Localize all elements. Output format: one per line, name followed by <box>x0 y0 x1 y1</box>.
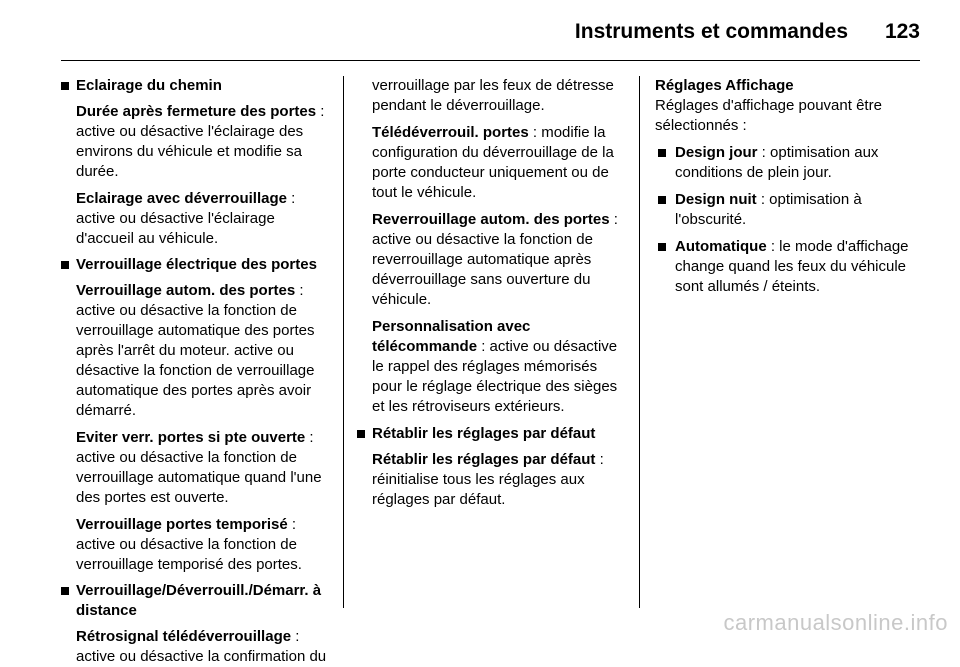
square-bullet-icon <box>61 82 69 90</box>
entry-text: : active ou désactive la fonction de reverrouillage automatique après déverrouillage sans ouverture du véhicule. <box>372 211 618 308</box>
entry <box>76 428 333 508</box>
watermark: carmanualsonline.info <box>723 610 948 635</box>
entry-term: Durée après fermeture des portes <box>76 103 317 120</box>
entry-text: : réinitialise tous les réglages aux réglages par défaut. <box>372 451 604 508</box>
entry-text: : le mode d'affichage change quand les feux du véhicule sont allumés / éteints. <box>675 238 909 295</box>
item-heading: Verrouillage/Déverrouill./Démarr. à distance <box>76 582 322 619</box>
entry-text: : optimisation aux conditions de plein jour. <box>675 144 879 181</box>
entry-text: : active ou désactive la fonction de verrouillage automatique des portes après l'arrêt du moteur. active ou désactive la fonction de verrouillage automatique des portes après avoir démarré. <box>76 282 315 419</box>
entry <box>372 317 623 417</box>
entry-term: Télédéverrouil. portes <box>372 124 529 141</box>
entry-term: Design nuit <box>675 191 757 208</box>
entry <box>76 627 333 667</box>
column-divider-2 <box>639 76 640 608</box>
entry-text: : optimisation à l'obscurité. <box>675 191 862 228</box>
entry <box>372 450 623 510</box>
item-heading: Rétablir les réglages par défaut <box>372 425 596 442</box>
entry-term: Personnalisation avec télécommande <box>372 318 531 355</box>
list-item-design-nuit <box>658 190 925 230</box>
entry-text: : active ou désactive la fonction de verrouillage temporisé des portes. <box>76 516 302 573</box>
square-bullet-icon <box>658 149 666 157</box>
entry <box>372 123 623 203</box>
column-2 <box>357 76 623 510</box>
entry-term: Reverrouillage autom. des portes <box>372 211 610 228</box>
entry-text: : active ou désactive le rappel des réglages mémorisés pour le réglage électrique des sièges et les rétroviseurs extérieurs. <box>372 338 618 415</box>
entry-text: : active ou désactive la fonction de verrouillage automatique quand l'une des portes est ouverte. <box>76 429 322 506</box>
entry-text: : active ou désactive l'éclairage d'accueil au véhicule. <box>76 190 296 247</box>
entry-term: Design jour <box>675 144 758 161</box>
page-number: 123 <box>884 20 920 43</box>
square-bullet-icon <box>61 261 69 269</box>
entry <box>76 189 333 249</box>
list-item-design-jour <box>658 143 925 183</box>
square-bullet-icon <box>357 430 365 438</box>
block-heading: Réglages Affichage <box>655 77 794 94</box>
square-bullet-icon <box>658 196 666 204</box>
list-item-retablir <box>357 424 623 510</box>
continued-text: verrouillage par les feux de détresse pendant le déverrouillage. <box>372 77 614 114</box>
page-header <box>0 0 960 60</box>
entry-term: Automatique <box>675 238 767 255</box>
header-rule <box>61 60 920 61</box>
entry-term: Rétablir les réglages par défaut <box>372 451 596 468</box>
column-divider-1 <box>343 76 344 608</box>
entry-text: : active ou désactive l'éclairage des environs du véhicule et modifie sa durée. <box>76 103 325 180</box>
section-title: Instruments et commandes <box>574 20 848 43</box>
list-item-eclairage-chemin <box>61 76 333 249</box>
list-item-verrouillage-electrique <box>61 255 333 575</box>
entry <box>372 210 623 310</box>
entry-term: Eviter verr. portes si pte ouverte <box>76 429 306 446</box>
column-1 <box>61 76 333 667</box>
entry-term: Verrouillage portes temporisé <box>76 516 288 533</box>
entry <box>76 281 333 421</box>
entry-term: Rétrosignal télédéverrouillage <box>76 628 292 645</box>
square-bullet-icon <box>658 243 666 251</box>
entry <box>76 515 333 575</box>
list-item-distance <box>61 581 333 667</box>
column-3 <box>655 76 925 297</box>
entry-term: Verrouillage autom. des portes <box>76 282 296 299</box>
entry <box>76 102 333 182</box>
item-heading: Eclairage du chemin <box>76 77 222 94</box>
intro-text: Réglages d'affichage pouvant être sélectionnés : <box>655 97 882 134</box>
square-bullet-icon <box>61 587 69 595</box>
entry-text: : modifie la configuration du déverrouillage de la porte conducteur uniquement ou de tout le véhicule. <box>372 124 614 201</box>
item-heading: Verrouillage électrique des portes <box>76 256 317 273</box>
list-item-automatique <box>658 237 925 297</box>
entry-term: Eclairage avec déverrouillage <box>76 190 287 207</box>
entry-text: : active ou désactive la confirmation du <box>76 628 327 665</box>
